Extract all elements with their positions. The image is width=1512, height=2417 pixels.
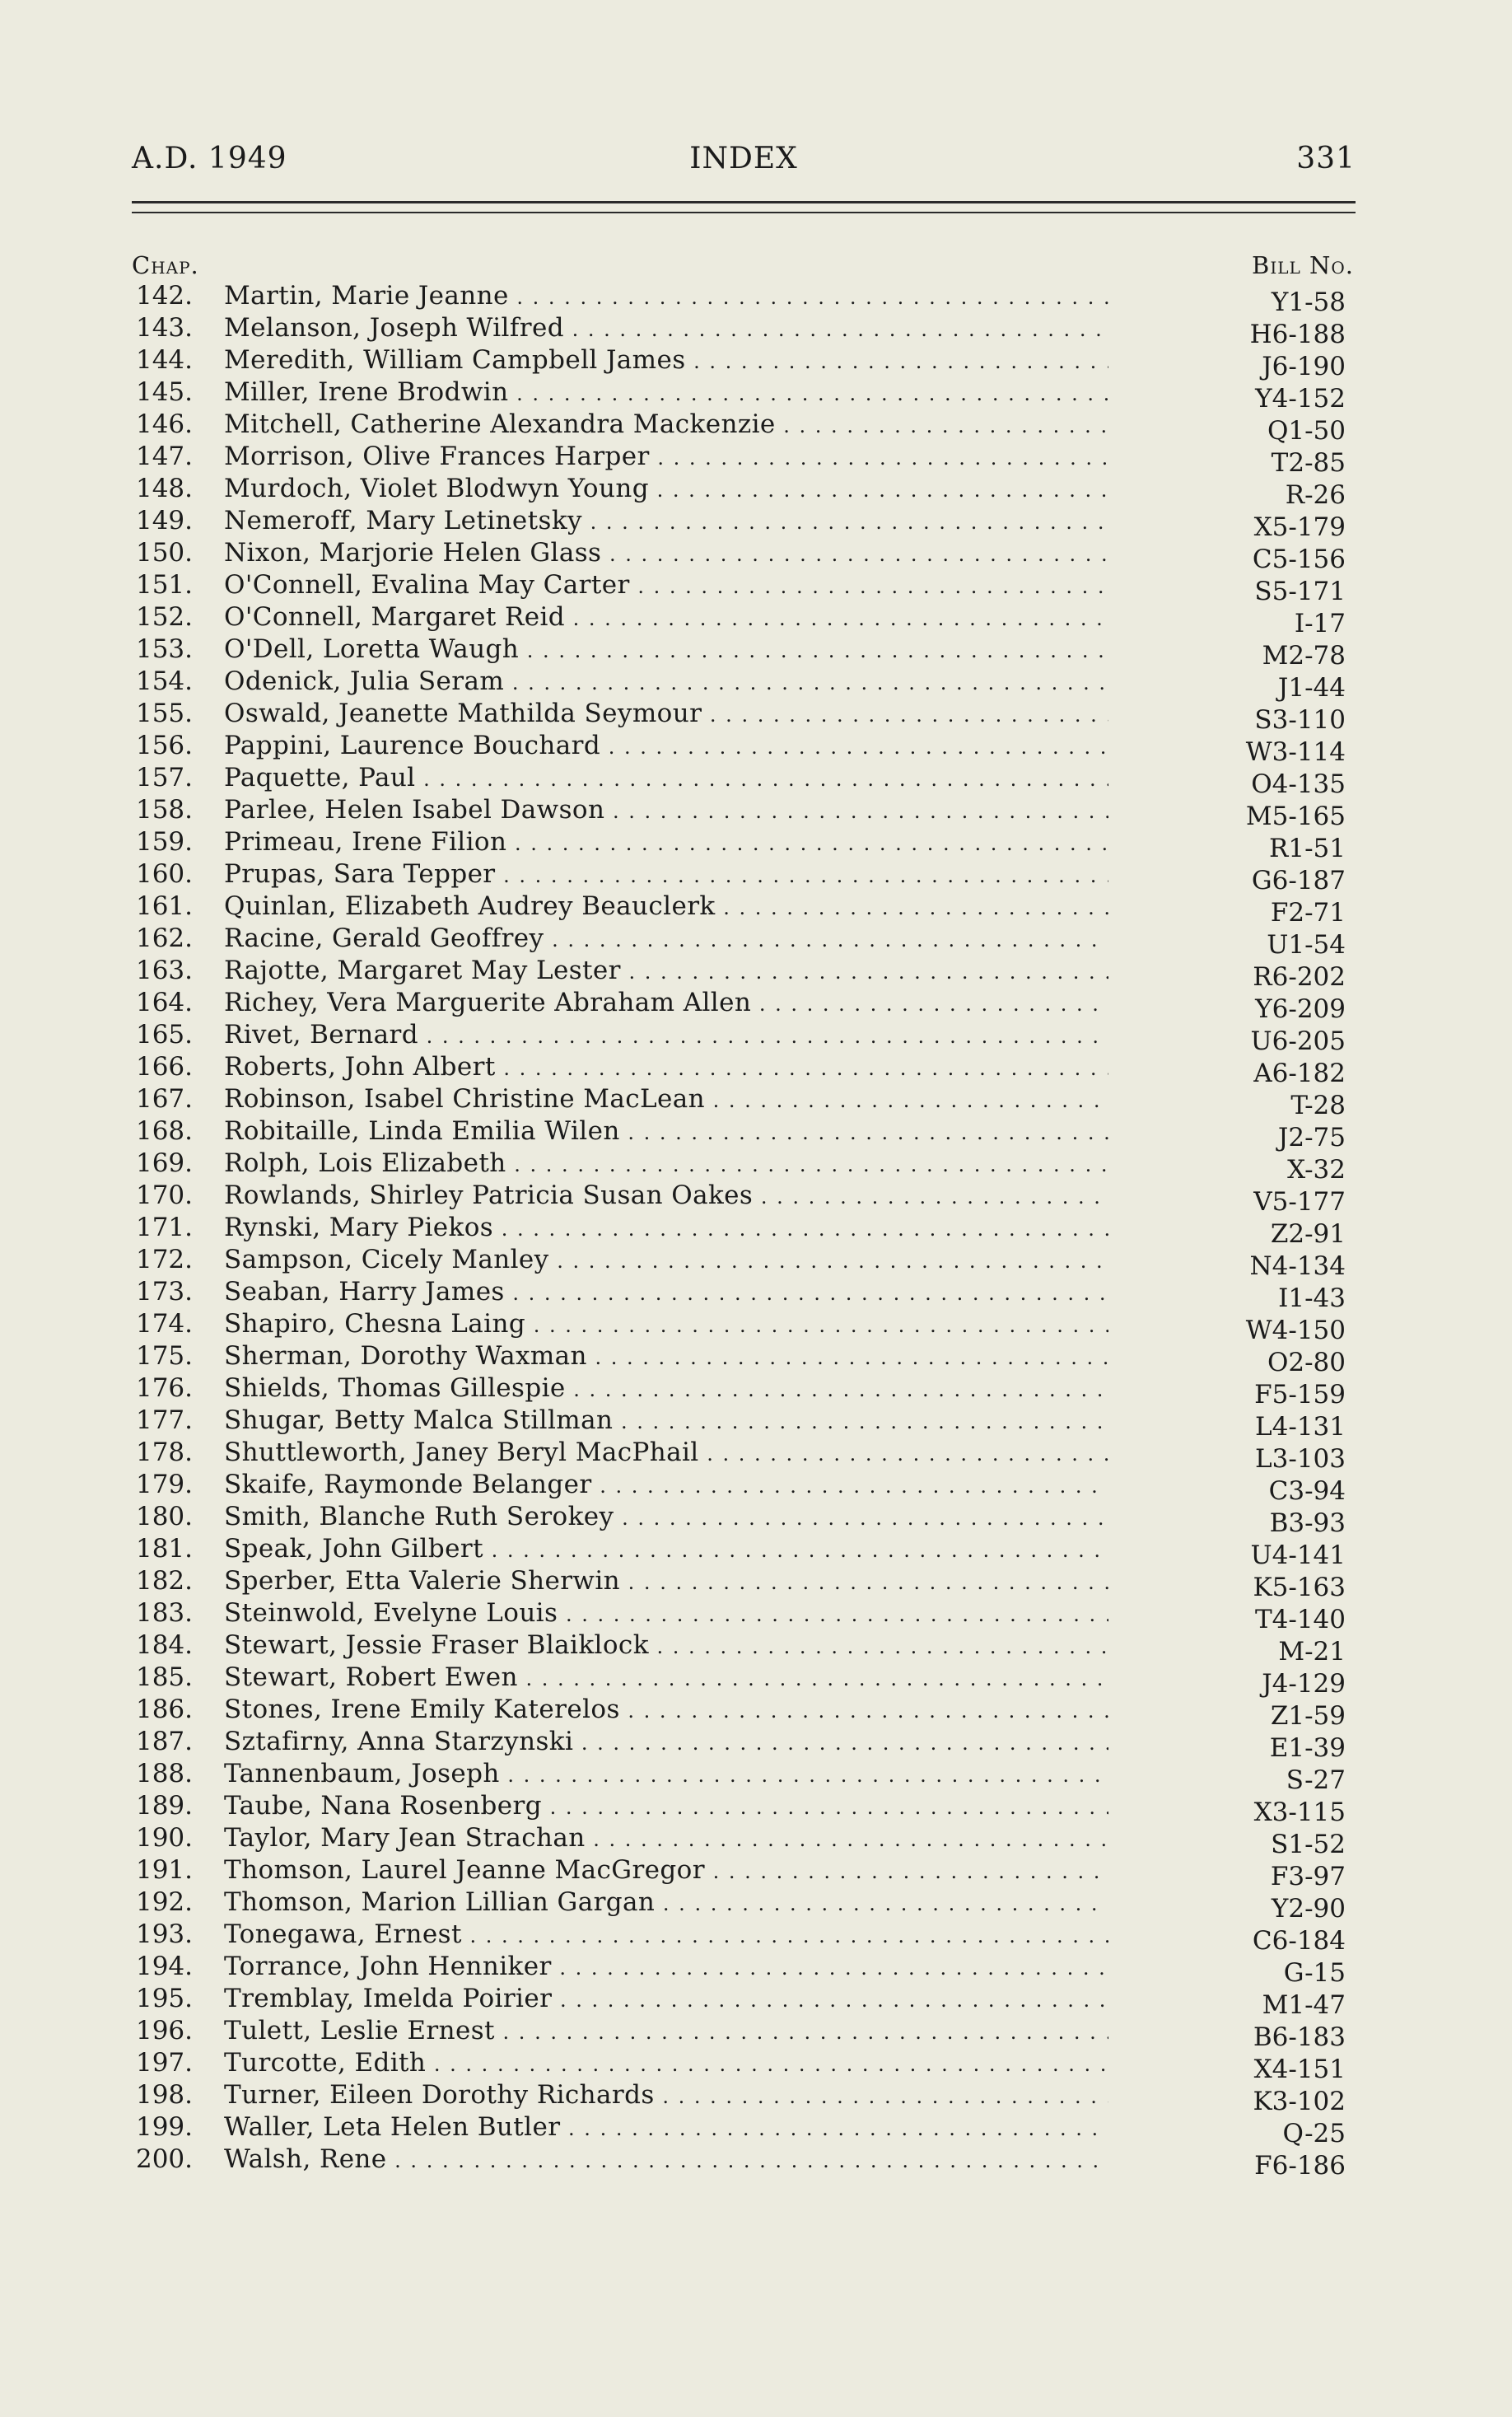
index-entry	[132, 1405, 1356, 1442]
index-entry	[132, 376, 1356, 414]
chapter-number: 181.	[135, 1534, 193, 1564]
chapter-number: 158.	[135, 795, 193, 825]
entry-name: Robinson, Isabel Christine MacLean . . .	[224, 1083, 1108, 1117]
index-entry	[132, 858, 1356, 895]
chapter-number: 196.	[135, 2016, 193, 2045]
index-entry	[132, 1983, 1356, 2020]
chapter-number: 164.	[135, 988, 193, 1017]
entry-name: Odenick, Julia Seram . . .	[224, 666, 1108, 699]
index-entry	[132, 280, 1356, 317]
bill-number: Y2-90	[1271, 1894, 1346, 1924]
entry-name: Parlee, Helen Isabel Dawson . . .	[224, 794, 1108, 828]
entry-name: Walsh, Rene . . .	[224, 2144, 1108, 2177]
bill-number: R6-202	[1253, 962, 1346, 992]
entry-name: Tonegawa, Ernest . . .	[224, 1919, 1108, 1952]
entry-name: Martin, Marie Jeanne . . .	[224, 280, 1108, 314]
index-entry	[132, 2111, 1356, 2148]
bill-number: F3-97	[1270, 1862, 1346, 1891]
chapter-number: 187.	[135, 1727, 193, 1756]
bill-number: B3-93	[1269, 1508, 1346, 1538]
bill-number: I-17	[1294, 609, 1346, 638]
entry-name: Shuttleworth, Janey Beryl MacPhail . . .	[224, 1437, 1108, 1470]
index-entry	[132, 2015, 1356, 2052]
entry-name: Racine, Gerald Geoffrey . . .	[224, 923, 1108, 956]
chapter-number: 184.	[135, 1630, 193, 1660]
chapter-number: 169.	[135, 1148, 193, 1178]
index-entry	[132, 955, 1356, 992]
index-entry	[132, 1051, 1356, 1088]
bill-number: M1-47	[1262, 1990, 1346, 2020]
bill-number: X4-151	[1253, 2055, 1346, 2084]
page-number: 331	[1296, 142, 1356, 175]
index-entry	[132, 409, 1356, 446]
index-entry	[132, 1372, 1356, 1410]
index-entry	[132, 1083, 1356, 1120]
chapter-number: 160.	[135, 859, 193, 889]
entry-name: Tannenbaum, Joseph . . .	[224, 1758, 1108, 1792]
chapter-number: 156.	[135, 731, 193, 760]
column-headings	[132, 251, 1356, 284]
chapter-number: 179.	[135, 1470, 193, 1499]
chapter-number: 163.	[135, 956, 193, 985]
entry-name: Oswald, Jeanette Mathilda Seymour . . .	[224, 698, 1108, 732]
bill-number: L4-131	[1255, 1412, 1346, 1442]
chapter-number: 170.	[135, 1180, 193, 1210]
bill-number: T4-140	[1254, 1605, 1346, 1634]
entry-name: Torrance, John Henniker . . .	[224, 1951, 1108, 1985]
index-entry	[132, 505, 1356, 542]
index-entry	[132, 1501, 1356, 1538]
index-entry	[132, 1308, 1356, 1345]
entry-name: Prupas, Sara Tepper . . .	[224, 858, 1108, 892]
bill-number: Q1-50	[1267, 416, 1346, 446]
chapter-number: 149.	[135, 506, 193, 535]
entry-name: Robitaille, Linda Emilia Wilen . . .	[224, 1115, 1108, 1149]
entry-name: Steinwold, Evelyne Louis . . .	[224, 1597, 1108, 1631]
index-entry	[132, 1694, 1356, 1731]
entry-name: O'Connell, Evalina May Carter . . .	[224, 569, 1108, 603]
entry-name: Primeau, Irene Filion . . .	[224, 826, 1108, 860]
index-entry	[132, 633, 1356, 671]
bill-number: Y1-58	[1271, 288, 1346, 317]
bill-number: Q-25	[1282, 2119, 1346, 2148]
bill-number: J4-129	[1262, 1669, 1346, 1699]
bill-number: F6-186	[1254, 2151, 1346, 2181]
index-entry	[132, 1533, 1356, 1570]
bill-number: N4-134	[1249, 1251, 1346, 1281]
bill-number: S1-52	[1271, 1830, 1346, 1859]
index-entry	[132, 1019, 1356, 1056]
bill-number: L3-103	[1255, 1444, 1346, 1474]
bill-number: G-15	[1283, 1958, 1346, 1988]
entry-name: Smith, Blanche Ruth Serokey . . .	[224, 1501, 1108, 1535]
bill-number: B6-183	[1253, 2022, 1346, 2052]
entry-name: Stones, Irene Emily Katerelos . . .	[224, 1694, 1108, 1727]
chapter-number: 194.	[135, 1952, 193, 1981]
header-rule-bottom	[132, 212, 1356, 213]
entry-name: Morrison, Olive Frances Harper . . .	[224, 441, 1108, 475]
chapter-number: 185.	[135, 1662, 193, 1692]
entry-name: Taube, Nana Rosenberg . . .	[224, 1790, 1108, 1824]
bill-number: F5-159	[1254, 1380, 1346, 1410]
index-entry	[132, 1180, 1356, 1217]
index-entry	[132, 666, 1356, 703]
index-entry	[132, 473, 1356, 510]
index-entry	[132, 1565, 1356, 1602]
index-entry	[132, 569, 1356, 606]
index-entry	[132, 698, 1356, 735]
chapter-number: 148.	[135, 474, 193, 503]
entry-name: Sherman, Dorothy Waxman . . .	[224, 1340, 1108, 1374]
chapter-number: 151.	[135, 570, 193, 600]
index-entry	[132, 987, 1356, 1024]
index-entry	[132, 1148, 1356, 1185]
bill-number: E1-39	[1269, 1733, 1346, 1763]
bill-number: C6-184	[1252, 1926, 1346, 1956]
index-entry	[132, 1340, 1356, 1377]
running-head	[132, 142, 1356, 183]
index-entry	[132, 1244, 1356, 1281]
running-head-title: INDEX	[689, 142, 798, 175]
bill-number: A6-182	[1253, 1059, 1346, 1088]
bill-number: G6-187	[1251, 866, 1346, 895]
entry-name: Skaife, Raymonde Belanger . . .	[224, 1469, 1108, 1503]
bill-number: V5-177	[1253, 1187, 1346, 1217]
entry-name: Thomson, Marion Lillian Gargan . . .	[224, 1886, 1108, 1920]
entry-name: Melanson, Joseph Wilfred . . .	[224, 312, 1108, 346]
entry-name: Paquette, Paul . . .	[224, 762, 1108, 796]
chapter-number: 145.	[135, 377, 193, 407]
entry-name: Nemeroff, Mary Letinetsky . . .	[224, 505, 1108, 539]
bill-number: J2-75	[1277, 1123, 1346, 1152]
index-entry	[132, 1437, 1356, 1474]
chapter-number: 152.	[135, 602, 193, 632]
bill-number: W3-114	[1245, 737, 1346, 767]
chapter-number: 195.	[135, 1984, 193, 2013]
index-entry	[132, 441, 1356, 478]
entry-name: Rajotte, Margaret May Lester . . .	[224, 955, 1108, 989]
index-entry	[132, 1951, 1356, 1988]
chapter-number: 171.	[135, 1213, 193, 1242]
entry-name: Rivet, Bernard . . .	[224, 1019, 1108, 1053]
chapter-number: 143.	[135, 313, 193, 343]
chapter-number: 183.	[135, 1598, 193, 1628]
chapter-number: 191.	[135, 1855, 193, 1885]
bill-number: H6-188	[1249, 320, 1346, 349]
bill-number: T2-85	[1271, 448, 1346, 478]
chapter-number: 147.	[135, 442, 193, 471]
chapter-number: 166.	[135, 1052, 193, 1082]
bill-number: X5-179	[1253, 512, 1346, 542]
chapter-number: 172.	[135, 1245, 193, 1274]
index-entry	[132, 1790, 1356, 1827]
chapter-number: 157.	[135, 763, 193, 792]
index-entry	[132, 1822, 1356, 1859]
bill-number: C3-94	[1268, 1476, 1346, 1506]
index-entry	[132, 794, 1356, 831]
index-entry	[132, 1469, 1356, 1506]
bill-number: Z2-91	[1270, 1219, 1346, 1249]
index-entry	[132, 344, 1356, 381]
chapter-number: 200.	[135, 2144, 193, 2174]
bill-number: I1-43	[1278, 1283, 1346, 1313]
index-entry	[132, 1629, 1356, 1667]
bill-number: K3-102	[1253, 2087, 1346, 2116]
index-entry	[132, 1212, 1356, 1249]
bill-number: U6-205	[1250, 1026, 1346, 1056]
chapter-number: 153.	[135, 634, 193, 664]
chapter-number: 150.	[135, 538, 193, 568]
chapter-number: 198.	[135, 2080, 193, 2110]
index-entry	[132, 1919, 1356, 1956]
bill-number: Y4-152	[1255, 384, 1346, 414]
index-entry	[132, 762, 1356, 799]
chapter-number: 154.	[135, 666, 193, 696]
chapter-number: 168.	[135, 1116, 193, 1146]
entry-name: Turcotte, Edith . . .	[224, 2047, 1108, 2081]
chapter-number: 188.	[135, 1759, 193, 1788]
entry-name: Shapiro, Chesna Laing . . .	[224, 1308, 1108, 1342]
bill-number: S-27	[1286, 1765, 1346, 1795]
bill-number: F2-71	[1270, 898, 1346, 928]
bill-number-column-heading: Bill No.	[1252, 251, 1354, 279]
bill-number: X-32	[1287, 1155, 1346, 1185]
chapter-number: 189.	[135, 1791, 193, 1821]
bill-number: C5-156	[1252, 545, 1346, 574]
index-entry	[132, 2079, 1356, 2116]
entry-name: Roberts, John Albert . . .	[224, 1051, 1108, 1085]
chapter-number: 178.	[135, 1438, 193, 1467]
chapter-number: 177.	[135, 1405, 193, 1435]
bill-number: S5-171	[1254, 577, 1346, 606]
running-head-year: A.D. 1949	[132, 142, 287, 175]
entry-name: Murdoch, Violet Blodwyn Young . . .	[224, 473, 1108, 507]
bill-number: O2-80	[1267, 1348, 1346, 1377]
chapter-number: 175.	[135, 1341, 193, 1371]
entry-name: Shields, Thomas Gillespie . . .	[224, 1372, 1108, 1406]
bill-number: M-21	[1278, 1637, 1346, 1667]
entry-name: O'Dell, Loretta Waugh . . .	[224, 633, 1108, 667]
bill-number: K5-163	[1253, 1573, 1346, 1602]
chapter-number: 174.	[135, 1309, 193, 1339]
bill-number: Y6-209	[1255, 994, 1346, 1024]
index-entry	[132, 1726, 1356, 1763]
bill-number: O4-135	[1251, 769, 1346, 799]
entry-name: Nixon, Marjorie Helen Glass . . .	[224, 537, 1108, 571]
index-entry	[132, 891, 1356, 928]
chapter-number: 159.	[135, 827, 193, 857]
bill-number: J6-190	[1262, 352, 1346, 381]
bill-number: T-28	[1290, 1091, 1346, 1120]
index-entry	[132, 1597, 1356, 1634]
entry-name: Richey, Vera Marguerite Abraham Allen . . .	[224, 987, 1108, 1021]
chapter-number: 165.	[135, 1020, 193, 1050]
entry-name: Taylor, Mary Jean Strachan . . .	[224, 1822, 1108, 1856]
index-entry	[132, 537, 1356, 574]
index-entry-list	[132, 280, 1356, 2181]
entry-name: Mitchell, Catherine Alexandra Mackenzie . . .	[224, 409, 1108, 442]
index-entry	[132, 1276, 1356, 1313]
chapter-number: 197.	[135, 2048, 193, 2078]
entry-name: Meredith, William Campbell James . . .	[224, 344, 1108, 378]
bill-number: U4-141	[1250, 1540, 1346, 1570]
chapter-number: 155.	[135, 699, 193, 728]
entry-name: Tremblay, Imelda Poirier . . .	[224, 1983, 1108, 2017]
entry-name: Sztafirny, Anna Starzynski . . .	[224, 1726, 1108, 1760]
bill-number: J1-44	[1277, 673, 1346, 703]
bill-number: W4-150	[1245, 1316, 1346, 1345]
entry-name: Waller, Leta Helen Butler . . .	[224, 2111, 1108, 2145]
index-entry	[132, 1758, 1356, 1795]
index-entry	[132, 1662, 1356, 1699]
index-entry	[132, 1886, 1356, 1924]
chapter-number: 192.	[135, 1887, 193, 1917]
chapter-number: 190.	[135, 1823, 193, 1853]
chapter-column-heading: Chap.	[132, 251, 199, 279]
chapter-number: 186.	[135, 1695, 193, 1724]
entry-name: Speak, John Gilbert . . .	[224, 1533, 1108, 1567]
entry-name: Miller, Irene Brodwin . . .	[224, 376, 1108, 410]
bill-number: X3-115	[1253, 1798, 1346, 1827]
bill-number: U1-54	[1267, 930, 1346, 960]
index-entry	[132, 601, 1356, 638]
entry-name: Pappini, Laurence Bouchard . . .	[224, 730, 1108, 764]
index-entry	[132, 2144, 1356, 2181]
bill-number: R1-51	[1269, 834, 1346, 863]
entry-name: Stewart, Jessie Fraser Blaiklock . . .	[224, 1629, 1108, 1663]
index-entry	[132, 2047, 1356, 2084]
index-entry	[132, 312, 1356, 349]
chapter-number: 199.	[135, 2112, 193, 2142]
chapter-number: 182.	[135, 1566, 193, 1596]
entry-name: Shugar, Betty Malca Stillman . . .	[224, 1405, 1108, 1438]
entry-name: Sampson, Cicely Manley . . .	[224, 1244, 1108, 1278]
chapter-number: 193.	[135, 1919, 193, 1949]
entry-name: Turner, Eileen Dorothy Richards . . .	[224, 2079, 1108, 2113]
bill-number: Z1-59	[1270, 1701, 1346, 1731]
chapter-number: 144.	[135, 345, 193, 375]
header-rule-top	[132, 201, 1356, 203]
entry-name: Quinlan, Elizabeth Audrey Beauclerk . . .	[224, 891, 1108, 924]
index-entry	[132, 730, 1356, 767]
entry-name: Rynski, Mary Piekos . . .	[224, 1212, 1108, 1246]
index-entry	[132, 923, 1356, 960]
chapter-number: 146.	[135, 409, 193, 439]
entry-name: Seaban, Harry James . . .	[224, 1276, 1108, 1310]
bill-number: M5-165	[1245, 802, 1346, 831]
chapter-number: 161.	[135, 891, 193, 921]
chapter-number: 180.	[135, 1502, 193, 1531]
entry-name: Stewart, Robert Ewen . . .	[224, 1662, 1108, 1695]
bill-number: R-26	[1285, 480, 1346, 510]
index-entry	[132, 1115, 1356, 1152]
entry-name: Rolph, Lois Elizabeth . . .	[224, 1148, 1108, 1181]
chapter-number: 173.	[135, 1277, 193, 1307]
chapter-number: 176.	[135, 1373, 193, 1403]
entry-name: Tulett, Leslie Ernest . . .	[224, 2015, 1108, 2049]
bill-number: S3-110	[1254, 705, 1346, 735]
chapter-number: 167.	[135, 1084, 193, 1114]
chapter-number: 142.	[135, 281, 193, 311]
chapter-number: 162.	[135, 923, 193, 953]
entry-name: Thomson, Laurel Jeanne MacGregor . . .	[224, 1854, 1108, 1888]
index-entry	[132, 1854, 1356, 1891]
entry-name: O'Connell, Margaret Reid . . .	[224, 601, 1108, 635]
index-entry	[132, 826, 1356, 863]
entry-name: Rowlands, Shirley Patricia Susan Oakes . . .	[224, 1180, 1108, 1213]
bill-number: M2-78	[1262, 641, 1346, 671]
entry-name: Sperber, Etta Valerie Sherwin . . .	[224, 1565, 1108, 1599]
